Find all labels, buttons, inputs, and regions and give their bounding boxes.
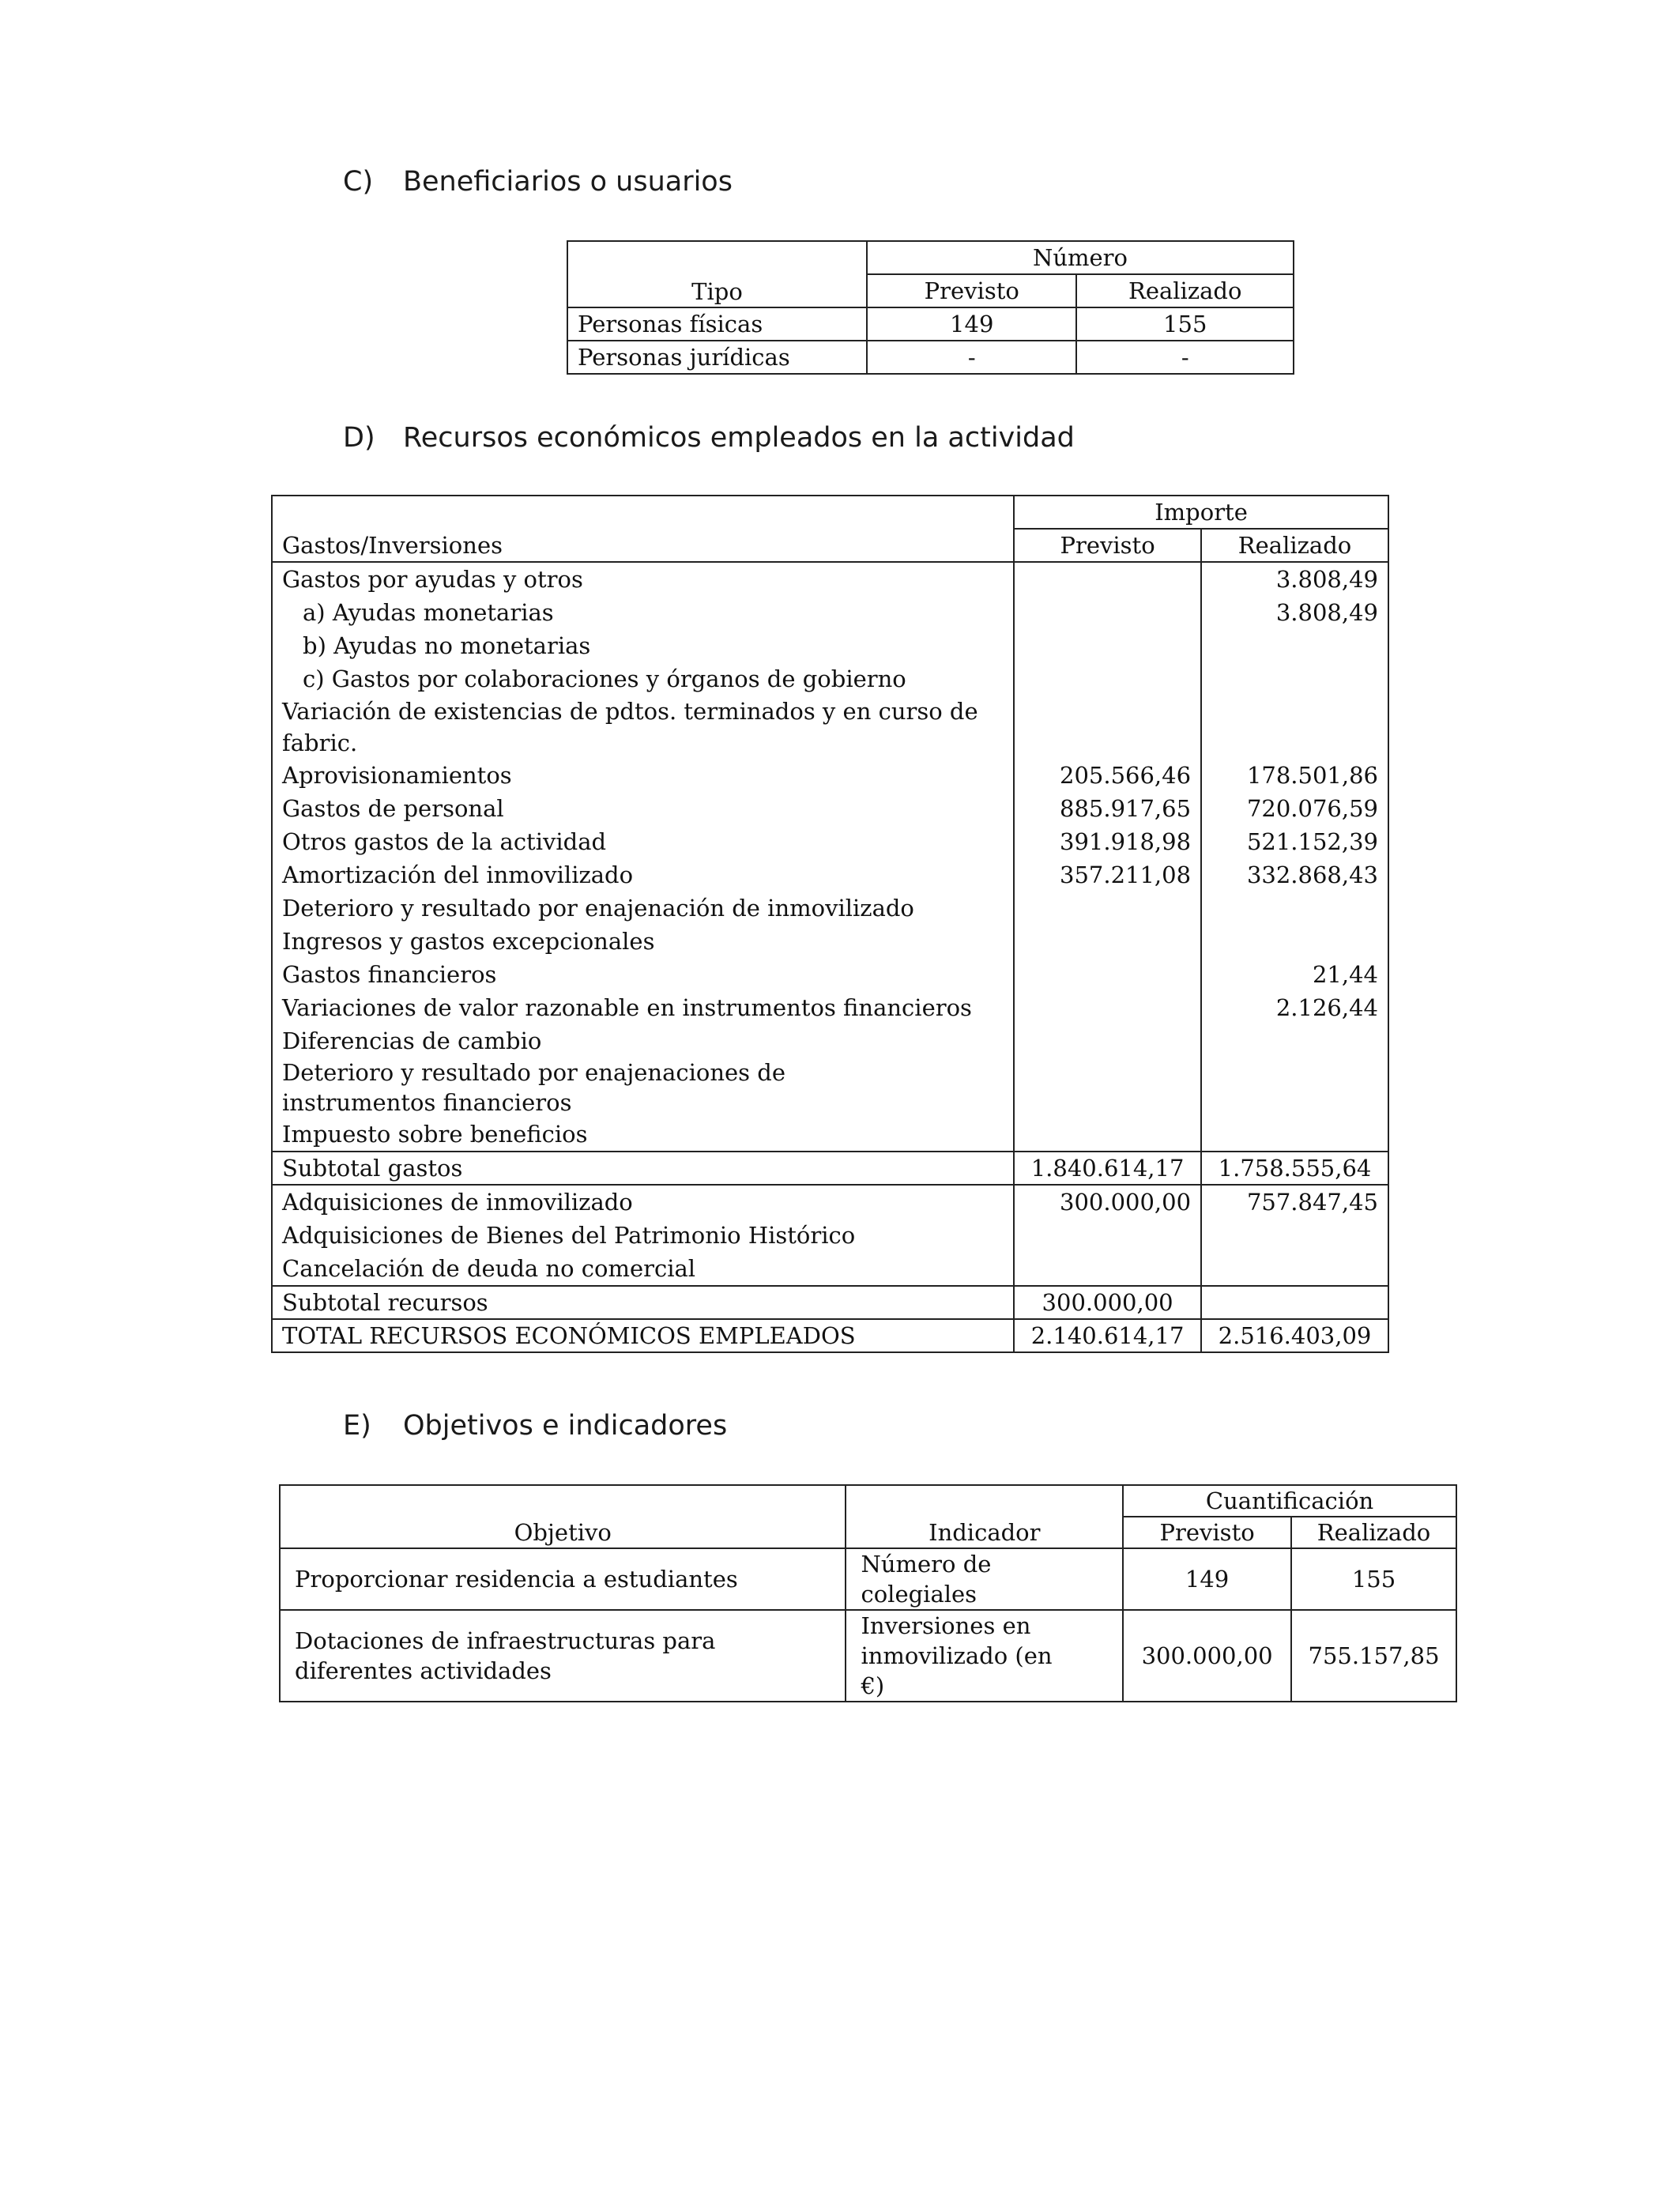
row-previsto [1014,925,1201,958]
table-row [272,629,1388,662]
row-realizado [1201,1057,1388,1118]
table-row [272,662,1388,696]
subtotal-gastos-row [272,1152,1388,1185]
table-row [272,958,1388,991]
row-previsto: 149 [1123,1548,1291,1610]
table-row [272,1057,1388,1118]
row-label: c) Gastos por colaboraciones y órganos de gobierno [272,662,1014,696]
table-row [272,596,1388,629]
row-label: Adquisiciones de inmovilizado [272,1185,1014,1219]
row-realizado: 178.501,86 [1201,759,1388,792]
col-previsto-header: Previsto [867,274,1076,307]
row-objetivo: Proporcionar residencia a estudiantes [280,1548,846,1610]
row-previsto [1014,629,1201,662]
row-realizado: 521.152,39 [1201,825,1388,858]
row-previsto [1014,991,1201,1024]
section-d-heading [343,422,1075,454]
importe-group-header: Importe [1014,496,1388,529]
row-label: Gastos financieros [272,958,1014,991]
col-realizado-header: Realizado [1291,1517,1456,1548]
section-c-title: Beneficiarios o usuarios [403,166,733,198]
row-label: Gastos de personal [272,792,1014,825]
row-label: Cancelación de deuda no comercial [272,1252,1014,1286]
col-previsto-header: Previsto [1014,529,1201,562]
row-objetivo: Dotaciones de infraestructuras para diferentes actividades [280,1610,846,1702]
row-previsto: 1.840.614,17 [1014,1152,1201,1185]
table-row [272,925,1388,958]
row-label: Subtotal gastos [272,1152,1014,1185]
table-row [280,1610,1456,1702]
row-label: b) Ayudas no monetarias [272,629,1014,662]
section-d-title: Recursos económicos empleados en la actividad [403,422,1075,454]
table-row [272,892,1388,925]
row-indicador: Número de colegiales [846,1548,1123,1610]
row-previsto: 300.000,00 [1123,1610,1291,1702]
row-realizado [1201,629,1388,662]
row-realizado: 332.868,43 [1201,858,1388,892]
table-row [272,1219,1388,1252]
row-previsto [1014,1219,1201,1252]
row-realizado [1201,1024,1388,1057]
row-realizado: 757.847,45 [1201,1185,1388,1219]
table-row [567,341,1294,374]
row-previsto [1014,892,1201,925]
col-tipo-header: Tipo [567,241,867,307]
table-row [567,307,1294,341]
table-row [280,1548,1456,1610]
row-label: Gastos por ayudas y otros [272,562,1014,596]
row-previsto [1014,696,1201,759]
table-row [272,991,1388,1024]
row-label: a) Ayudas monetarias [272,596,1014,629]
row-label: Deterioro y resultado por enajenación de inmovilizado [272,892,1014,925]
row-previsto: 300.000,00 [1014,1286,1201,1319]
row-realizado: - [1076,341,1294,374]
row-label: TOTAL RECURSOS ECONÓMICOS EMPLEADOS [272,1319,1014,1352]
row-realizado: 720.076,59 [1201,792,1388,825]
row-previsto: 2.140.614,17 [1014,1319,1201,1352]
row-previsto: 391.918,98 [1014,825,1201,858]
row-realizado [1201,662,1388,696]
row-realizado: 21,44 [1201,958,1388,991]
table-row [272,1252,1388,1286]
col-previsto-header: Previsto [1123,1517,1291,1548]
row-label: Deterioro y resultado por enajenaciones de instrumentos financieros [272,1057,1014,1118]
col-concept-header: Gastos/Inversiones [272,496,1014,562]
row-previsto: 205.566,46 [1014,759,1201,792]
col-objetivo-header: Objetivo [280,1485,846,1548]
row-realizado [1201,1286,1388,1319]
col-indicador-header: Indicador [846,1485,1123,1548]
table-row [272,1118,1388,1152]
table-row [272,792,1388,825]
row-realizado [1201,696,1388,759]
row-previsto [1014,562,1201,596]
row-label: Variaciones de valor razonable en instrumentos financieros [272,991,1014,1024]
row-previsto: - [867,341,1076,374]
section-c-letter: C) [343,166,374,198]
row-label: Adquisiciones de Bienes del Patrimonio Histórico [272,1219,1014,1252]
table-row [272,1024,1388,1057]
row-previsto [1014,1252,1201,1286]
row-realizado: 3.808,49 [1201,562,1388,596]
row-previsto: 300.000,00 [1014,1185,1201,1219]
cuantificacion-group-header: Cuantificación [1123,1485,1456,1517]
section-e-title: Objetivos e indicadores [403,1410,728,1442]
row-label: Diferencias de cambio [272,1024,1014,1057]
row-previsto [1014,958,1201,991]
total-row [272,1319,1388,1352]
row-realizado [1201,925,1388,958]
row-realizado: 1.758.555,64 [1201,1152,1388,1185]
row-realizado: 155 [1291,1548,1456,1610]
section-d-letter: D) [343,422,375,454]
row-label: Impuesto sobre beneficios [272,1118,1014,1152]
row-realizado: 3.808,49 [1201,596,1388,629]
row-realizado: 2.126,44 [1201,991,1388,1024]
row-tipo: Personas físicas [567,307,867,341]
table-row [272,759,1388,792]
row-realizado [1201,892,1388,925]
beneficiarios-table [567,240,1294,375]
row-realizado [1201,1219,1388,1252]
section-e-heading [343,1410,727,1442]
section-e-letter: E) [343,1410,371,1442]
row-label: Ingresos y gastos excepcionales [272,925,1014,958]
row-realizado [1201,1252,1388,1286]
table-row [272,1185,1388,1219]
section-c-heading [343,166,733,198]
numero-group-header: Número [867,241,1294,274]
row-previsto [1014,596,1201,629]
col-realizado-header: Realizado [1201,529,1388,562]
row-realizado: 155 [1076,307,1294,341]
row-realizado: 755.157,85 [1291,1610,1456,1702]
table-row [272,825,1388,858]
table-row [272,858,1388,892]
row-label: Subtotal recursos [272,1286,1014,1319]
row-label: Otros gastos de la actividad [272,825,1014,858]
row-label: Aprovisionamientos [272,759,1014,792]
row-tipo: Personas jurídicas [567,341,867,374]
subtotal-recursos-row [272,1286,1388,1319]
row-previsto [1014,662,1201,696]
row-previsto [1014,1057,1201,1118]
row-previsto: 149 [867,307,1076,341]
row-realizado [1201,1118,1388,1152]
row-previsto: 885.917,65 [1014,792,1201,825]
row-realizado: 2.516.403,09 [1201,1319,1388,1352]
objetivos-table [279,1484,1457,1702]
recursos-table [271,495,1389,1353]
row-previsto [1014,1024,1201,1057]
table-row [272,696,1388,759]
row-previsto [1014,1118,1201,1152]
row-label: Amortización del inmovilizado [272,858,1014,892]
row-indicador: Inversiones en inmovilizado (en €) [846,1610,1123,1702]
row-previsto: 357.211,08 [1014,858,1201,892]
col-realizado-header: Realizado [1076,274,1294,307]
table-row [272,562,1388,596]
row-label: Variación de existencias de pdtos. terminados y en curso de fabric. [272,696,1014,759]
